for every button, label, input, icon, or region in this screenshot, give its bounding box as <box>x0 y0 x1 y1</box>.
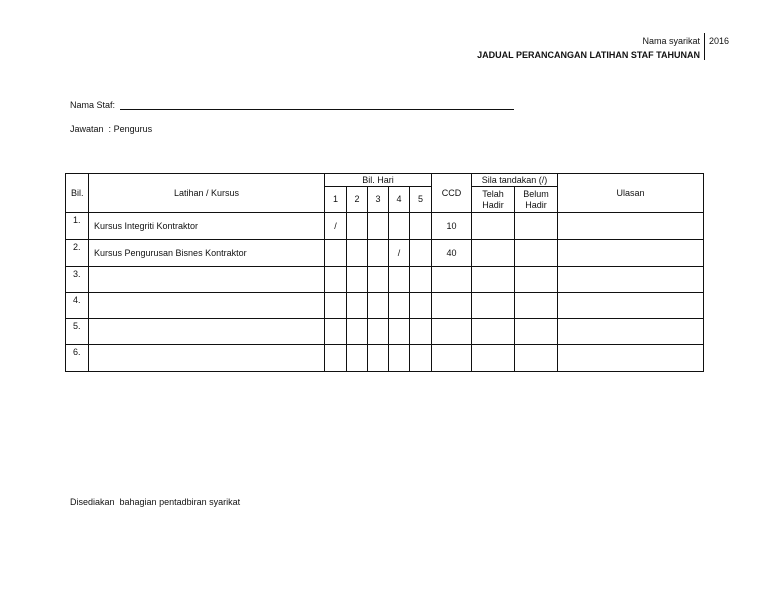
header-bil: Bil. <box>66 174 89 213</box>
training-plan-table <box>65 173 704 372</box>
attended-cell <box>472 319 515 345</box>
header-divider <box>704 33 705 60</box>
remarks-cell <box>558 345 704 372</box>
position-separator: : <box>108 124 112 134</box>
ccd-value <box>432 293 472 319</box>
day-4-mark <box>389 319 410 345</box>
ccd-value <box>432 345 472 372</box>
company-name: Nama syarikat <box>642 36 700 46</box>
day-5-mark <box>410 345 432 372</box>
day-1-mark <box>325 319 347 345</box>
remarks-cell <box>558 293 704 319</box>
table-row <box>66 319 704 345</box>
header-not-attended-line2: Hadir <box>525 199 547 210</box>
day-2-mark <box>347 319 368 345</box>
day-1-mark <box>325 345 347 372</box>
day-5-mark <box>410 267 432 293</box>
header-day-1: 1 <box>325 187 347 213</box>
header-not-attended <box>515 187 558 213</box>
remarks-cell <box>558 213 704 240</box>
ccd-value: 40 <box>432 240 472 267</box>
ccd-value: 10 <box>432 213 472 240</box>
header-days-group: Bil. Hari <box>325 174 432 187</box>
day-2-mark <box>347 213 368 240</box>
attended-cell <box>472 267 515 293</box>
course-name <box>89 293 325 319</box>
remarks-cell <box>558 267 704 293</box>
remarks-cell <box>558 319 704 345</box>
staff-name-field <box>70 100 115 110</box>
day-5-mark <box>410 213 432 240</box>
day-2-mark <box>347 240 368 267</box>
header-year: 2016 <box>709 36 730 46</box>
day-4-mark <box>389 345 410 372</box>
course-name: Kursus Pengurusan Bisnes Kontraktor <box>89 240 325 267</box>
prepared-by-note: Disediakan bahagian pentadbiran syarikat <box>70 497 241 507</box>
staff-name-blank-line <box>120 109 514 110</box>
day-3-mark <box>368 240 389 267</box>
day-4-mark <box>389 213 410 240</box>
header-day-2: 2 <box>347 187 368 213</box>
day-4-mark: / <box>389 240 410 267</box>
not-attended-cell <box>515 267 558 293</box>
ccd-value <box>432 319 472 345</box>
header-ccd: CCD <box>432 174 472 213</box>
not-attended-cell <box>515 213 558 240</box>
day-3-mark <box>368 293 389 319</box>
not-attended-cell <box>515 319 558 345</box>
row-number: 5. <box>66 319 89 345</box>
not-attended-cell <box>515 240 558 267</box>
row-number: 4. <box>66 293 89 319</box>
position-field <box>70 124 152 134</box>
day-2-mark <box>347 267 368 293</box>
day-4-mark <box>389 293 410 319</box>
day-4-mark <box>389 267 410 293</box>
table-row <box>66 293 704 319</box>
course-name <box>89 267 325 293</box>
attended-cell <box>472 293 515 319</box>
day-1-mark: / <box>325 213 347 240</box>
day-3-mark <box>368 319 389 345</box>
day-5-mark <box>410 319 432 345</box>
day-1-mark <box>325 293 347 319</box>
header-attended-line1: Telah <box>482 188 504 199</box>
header-attended <box>472 187 515 213</box>
table-row <box>66 213 704 240</box>
day-1-mark <box>325 240 347 267</box>
header-course: Latihan / Kursus <box>89 174 325 213</box>
header-day-5: 5 <box>410 187 432 213</box>
header-day-4: 4 <box>389 187 410 213</box>
not-attended-cell <box>515 345 558 372</box>
day-3-mark <box>368 345 389 372</box>
day-2-mark <box>347 345 368 372</box>
day-3-mark <box>368 267 389 293</box>
staff-name-label: Nama Staf: <box>70 100 116 110</box>
day-3-mark <box>368 213 389 240</box>
row-number: 6. <box>66 345 89 372</box>
position-label: Jawatan <box>70 124 104 134</box>
table-header-row <box>66 174 704 187</box>
attended-cell <box>472 345 515 372</box>
header-remarks: Ulasan <box>558 174 704 213</box>
row-number: 3. <box>66 267 89 293</box>
header-attended-line2: Hadir <box>482 199 504 210</box>
table-row <box>66 345 704 372</box>
day-5-mark <box>410 293 432 319</box>
not-attended-cell <box>515 293 558 319</box>
attended-cell <box>472 240 515 267</box>
day-2-mark <box>347 293 368 319</box>
ccd-value <box>432 267 472 293</box>
header-not-attended-line1: Belum <box>523 188 549 199</box>
course-name <box>89 319 325 345</box>
document-title: JADUAL PERANCANGAN LATIHAN STAF TAHUNAN <box>477 50 700 60</box>
row-number: 2. <box>66 240 89 267</box>
position-value: Pengurus <box>113 124 153 134</box>
row-number: 1. <box>66 213 89 240</box>
day-1-mark <box>325 267 347 293</box>
header-tick-group: Sila tandakan (/) <box>472 174 558 187</box>
course-name <box>89 345 325 372</box>
course-name: Kursus Integriti Kontraktor <box>89 213 325 240</box>
header-day-3: 3 <box>368 187 389 213</box>
attended-cell <box>472 213 515 240</box>
table-row <box>66 267 704 293</box>
table-row <box>66 240 704 267</box>
day-5-mark <box>410 240 432 267</box>
remarks-cell <box>558 240 704 267</box>
